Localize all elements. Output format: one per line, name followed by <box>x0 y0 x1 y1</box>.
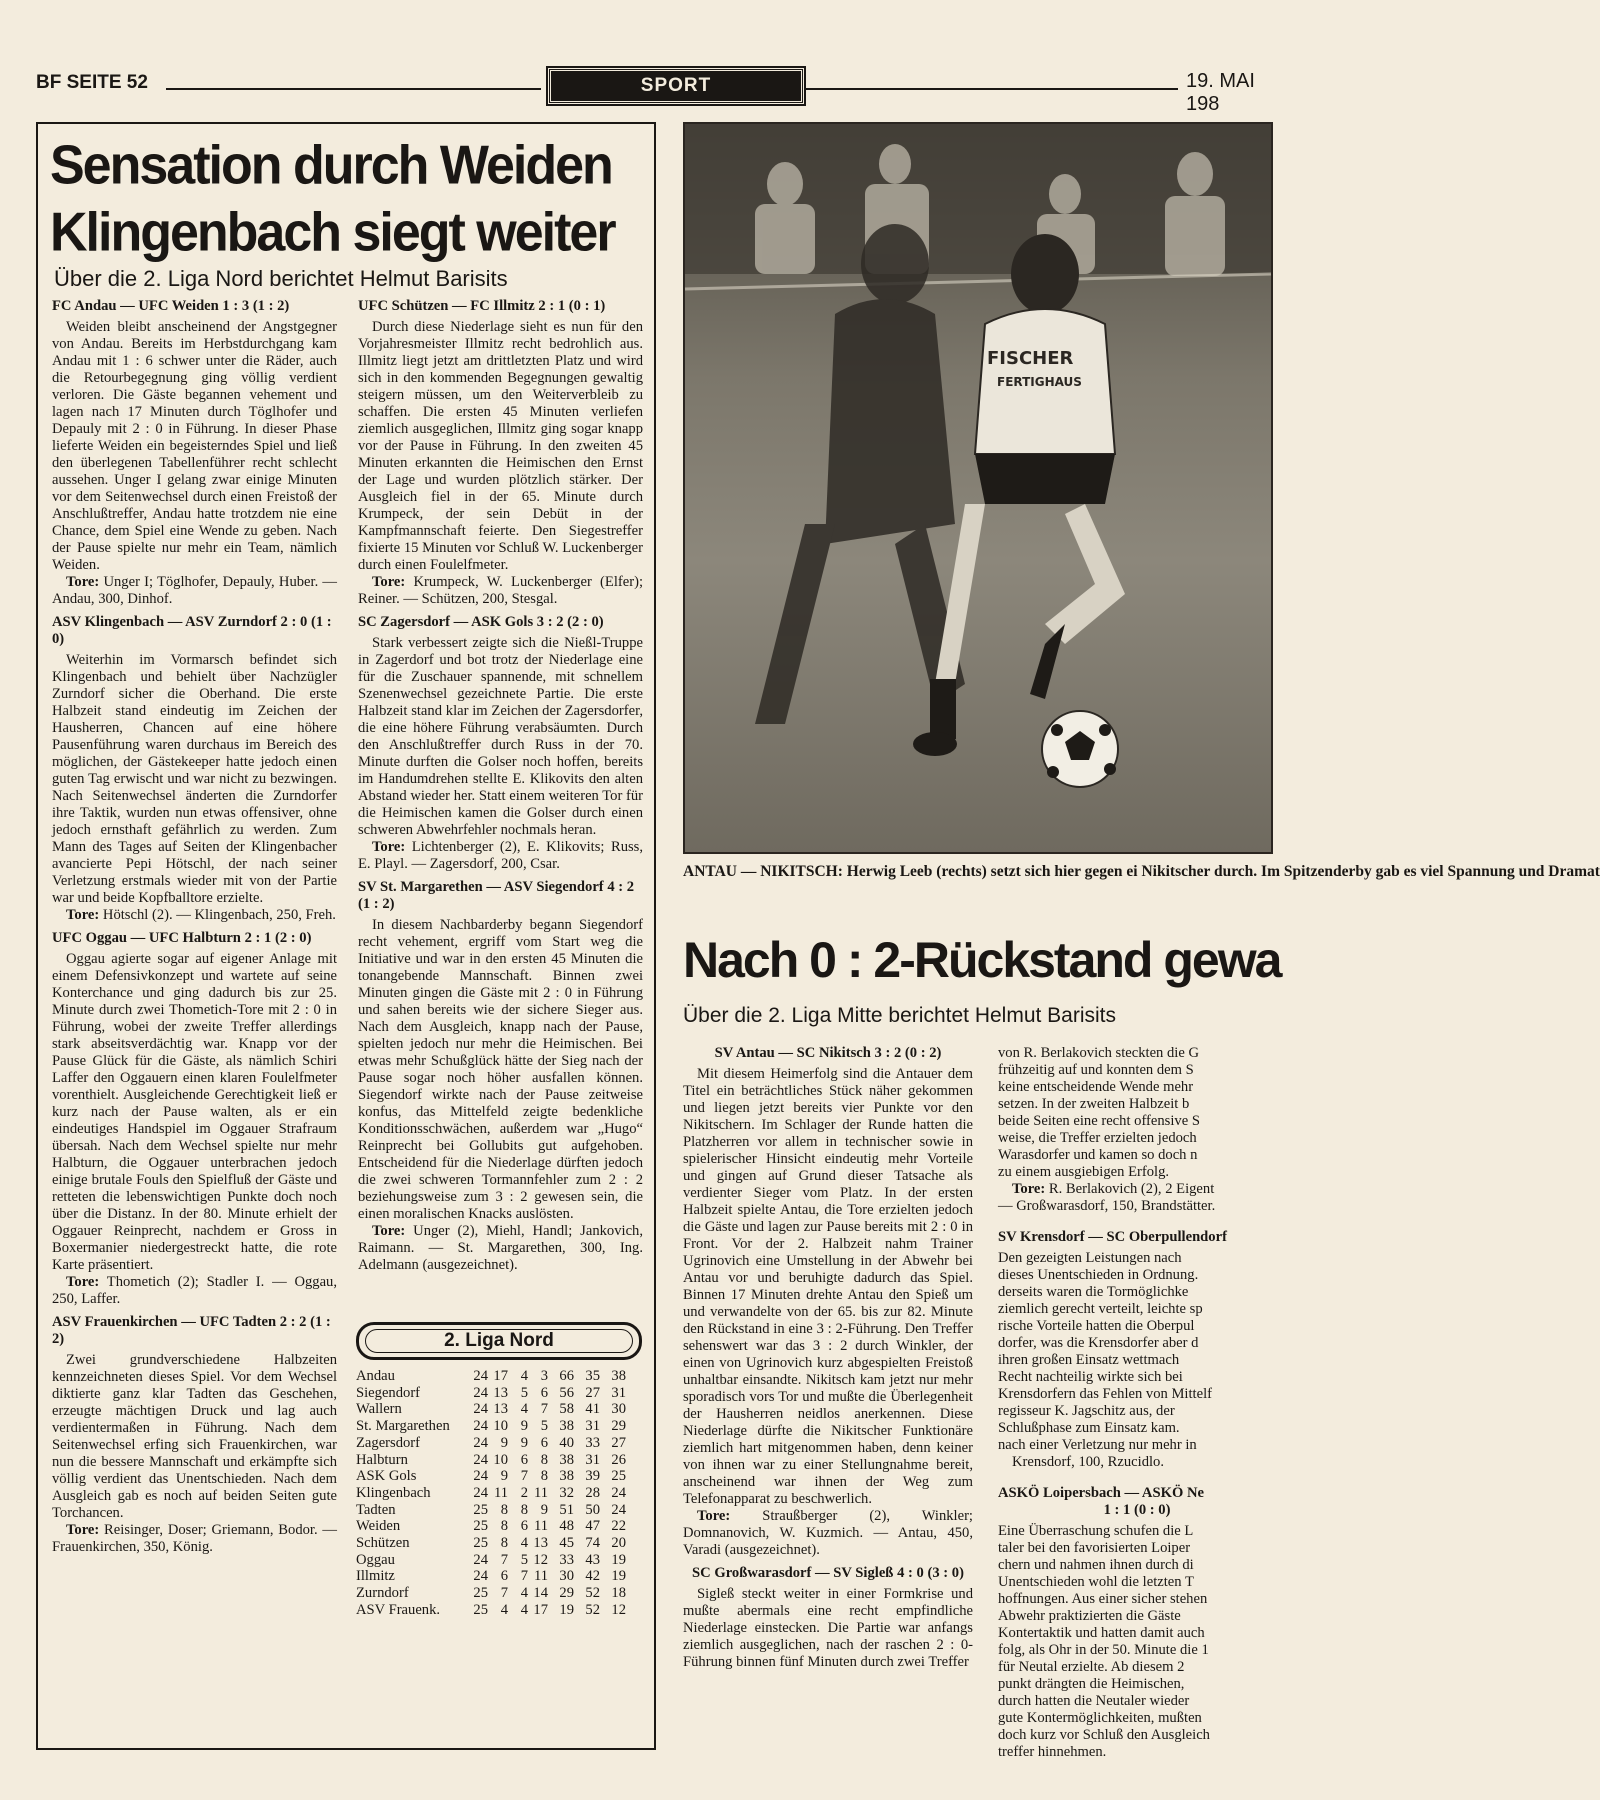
report-line: Den gezeigten Leistungen nach <box>998 1250 1182 1266</box>
league-table-title: 2. Liga Nord <box>356 1322 642 1360</box>
table-stat: 8 <box>520 1501 528 1518</box>
table-stat: 8 <box>540 1451 548 1468</box>
table-stat: 27 <box>585 1384 600 1401</box>
table-stat: 18 <box>611 1585 626 1602</box>
report-line: — Großwarasdorf, 150, Brandstätter. <box>998 1198 1216 1214</box>
article-column-3 <box>683 1045 973 1671</box>
match-scorers: Tore: R. Berlakovich (2), 2 Eigent <box>1012 1181 1215 1197</box>
league-table-row <box>356 1518 646 1535</box>
table-stat: 8 <box>500 1518 508 1535</box>
report-line: dorfer, was die Krensdorfer aber d <box>998 1335 1199 1351</box>
table-stat: 19 <box>611 1568 626 1585</box>
report-line: nach einer Verletzung nur mehr in <box>998 1437 1197 1453</box>
report-line: gute Kontermöglichkeiten, mußten <box>998 1710 1202 1726</box>
table-stat: 24 <box>473 1418 488 1435</box>
table-stat: 24 <box>473 1451 488 1468</box>
match-report: Sigleß steckt weiter in einer Formkrise und mußte abermals eine recht empfindliche Niederlage einstecken. Die Partie war anfangs ziemlich ausgeglichen, nach der raschen 2 : 0-Führung binnen fünf Minuten durch zwei Treffer <box>683 1586 973 1670</box>
table-stat: 4 <box>520 1601 528 1618</box>
report-line: von R. Berlakovich steckten die G <box>998 1045 1200 1061</box>
table-stat: 25 <box>611 1468 626 1485</box>
table-stat: 38 <box>559 1468 574 1485</box>
table-stat: 31 <box>585 1451 600 1468</box>
table-stat: 24 <box>473 1468 488 1485</box>
article-headline: Nach 0 : 2-Rückstand gewa <box>683 932 1281 988</box>
table-stat: 38 <box>559 1451 574 1468</box>
table-stat: 31 <box>611 1384 626 1401</box>
match-scorers: Tore: Lichtenberger (2), E. Klikovits; Russ, E. Playl. — Zagersdorf, 200, Csar. <box>358 839 643 872</box>
table-stat: 28 <box>585 1484 600 1501</box>
team-name: Wallern <box>356 1401 402 1418</box>
report-line: hoffnungen. Aus einer sicher stehen <box>998 1591 1208 1607</box>
report-line: regisseur K. Jagschitz aus, der <box>998 1403 1175 1419</box>
report-line: punkt drängten die Heimischen, <box>998 1676 1185 1692</box>
match-scorers: Tore: Unger I; Töglhofer, Depauly, Huber. — Andau, 300, Dinhof. <box>52 574 338 607</box>
team-name: Halbturn <box>356 1451 408 1468</box>
report-line: Unentschieden wohl die letzten T <box>998 1574 1194 1590</box>
team-name: Weiden <box>356 1518 401 1535</box>
match-report: In diesem Nachbarderby begann Siegendorf recht vehement, ergriff vom Start weg die Initiative und war in den ersten 45 Minuten die tonangebende Mannschaft. Binnen zwei Minuten gingen die Gäste mit 2 : 0 in Führung und sahen bereits wie der sichere Sieger aus. Nach dem Ausgleich, knapp nach der Pause, spielten jedoch nur mehr die Heimischen. Bei etwas mehr Schußglück hätte der Sieg nach der Pause sogar noch höher ausfallen können. Siegendorf wirkte nach der Pause zeitweise konfus, das Mittelfeld zeigte bedenkliche Konditionsschwächen, außerdem war „Hugo“ Reinprecht bei Gollubits gut aufgehoben. Entscheidend für die Niederlage dürften jedoch die zwei schweren Tormannfehler zum 2 : 2 beziehungsweise zum 3 : 2 gewesen sein, die einen moralischen Knacks auslösten. <box>358 917 643 1222</box>
table-stat: 12 <box>611 1601 626 1618</box>
table-stat: 6 <box>520 1451 528 1468</box>
match-scorers: Tore: Straußberger (2), Winkler; Domnanovich, W. Kuzmich. — Antau, 450, Varadi (ausgezeichnet). <box>683 1508 973 1558</box>
table-stat: 5 <box>540 1418 548 1435</box>
match-report: Mit diesem Heimerfolg sind die Antauer dem Titel ein beträchtliches Stück näher gekommen und liegen jetzt bereits vier Punkte vor den Nikitschern. Im Schlager der Runde hatten die Platzherren vor allem in technischer sowie in spielerischer Hinsicht eindeutig mehr Vorteile und gingen auf Grund dieser Tatsache als verdienter Sieger vom Platz. In der ersten Halbzeit spielte Antau, die Tore erzielten jedoch die Gäste und lagen zur Pause bereits mit 2 : 0 in Front. Vor der 2. Halbzeit nahm Trainer Ugrinovich eine Umstellung in der Abwehr bei Antau vor und beruhigte dadurch das Spiel. Binnen 17 Minuten drehte Antau den Spieß um und verwandelte von der 65. bis zur 82. Minute den Rückstand in eine 3 : 2-Führung. Den Treffer sehenswert war das 3 : 2 durch Winkler, der einen von Ugrinovich kurz abgespielten Freistoß unhaltbar einsandte. Nikitsch kam jetzt nur mehr sporadisch vors Tor und mußte die Überlegenheit der Hausherren neidlos anerkennen. Diese Niederlage dürfte die Nikitscher Funktionäre ziemlich hart mitgenommen haben, denn keiner von ihnen war zu einer Stellungnahme bereit, anscheinend war ihnen der Weg zum Telefonapparat zu beschwerlich. <box>683 1066 973 1507</box>
table-stat: 41 <box>585 1401 600 1418</box>
team-name: ASV Frauenk. <box>356 1601 441 1618</box>
report-line: ihren großen Einsatz wettmach <box>998 1352 1180 1368</box>
table-stat: 50 <box>585 1501 600 1518</box>
table-stat: 11 <box>533 1568 548 1585</box>
match-report: Stark verbessert zeigte sich die Nießl-Truppe in Zagerdorf und bot trotz der Niederlage eine für die Zuschauer spannende, mit schnellem Szenenwechsel gezeichnete Partie. Die erste Halbzeit stand klar im Zeichen der Zagersdorfer, die eine höhere Führung verabsäumten. Durch den Anschlußtreffer durch Russ in der 70. Minute durften die Golser noch hoffen, bereits im Handumdrehen stellte E. Klikovits den alten Abstand wieder her. Statt einem weiteren Tor für die Heimischen kamen die Golser durch einen schweren Abwehrfehler nochmals heran. <box>358 635 643 838</box>
team-name: Andau <box>356 1368 395 1384</box>
match-heading: ASV Frauenkirchen — UFC Tadten 2 : 2 (1 : 2) <box>52 1314 331 1347</box>
report-line: durch hatten die Neutaler wieder <box>998 1693 1190 1709</box>
table-stat: 25 <box>473 1518 488 1535</box>
team-name: Tadten <box>356 1501 396 1518</box>
team-name: Zagersdorf <box>356 1434 421 1451</box>
report-line: treffer hinnehmen. <box>998 1744 1107 1760</box>
league-table-row <box>356 1418 646 1435</box>
table-stat: 11 <box>533 1518 548 1535</box>
table-stat: 13 <box>533 1535 548 1552</box>
table-stat: 30 <box>559 1568 574 1585</box>
table-stat: 45 <box>559 1535 574 1552</box>
table-stat: 10 <box>493 1451 508 1468</box>
report-line: taler bei den favorisierten Loiper <box>998 1540 1191 1556</box>
league-table-row <box>356 1552 646 1569</box>
table-stat: 6 <box>540 1434 548 1451</box>
page-number: BF SEITE 52 <box>36 72 148 93</box>
table-stat: 7 <box>520 1468 528 1485</box>
table-stat: 9 <box>520 1418 528 1435</box>
table-stat: 24 <box>473 1401 488 1418</box>
match-report: Weiterhin im Vormarsch befindet sich Klingenbach und behielt über Nachzügler Zurndorf sicher die Oberhand. Die erste Halbzeit stand eindeutig im Zeichen der Hausherren, Chancen auf eine höhere Pausenführung waren durchaus im Bereich des möglichen, der Gästekeeper hatte jedoch einen guten Tag erwischt und war nicht zu bezwingen. Nach Seitenwechsel änderten die Zurndorfer ihre Taktik, wurden nun etwas offensiver, ohne jedoch ernsthaft gefährlich zu werden. Zum Mann des Tages auf Seiten der Klingenbacher avancierte Pepi Hötschl, der nach seiner Verletzung erstmals wieder mit von der Partie war und beide Kopfballtore erzielte. <box>52 652 337 906</box>
match-scorers: Tore: Thometich (2); Stadler I. — Oggau, 250, Laffer. <box>52 1274 337 1307</box>
league-table-row <box>356 1468 646 1485</box>
table-stat: 4 <box>500 1601 508 1618</box>
match-report: Oggau agierte sogar auf eigener Anlage mit einem Defensivkonzept und wartete auf seine Konterchance und ging dadurch bis zur 25. Minute durch zwei Thometich-Tore mit 2 : 0 in Führung, wobei der zweite Treffer allerdings stark abseitsverdächtig war. Knapp vor der Pause Glück für die Gäste, als nämlich Schiri Laffer den Oggauern einen klaren Foulelfmeter vorenthielt. Ausgleichende Gerechtigkeit ließ er kurz nach der Pause walten, als er ein eindeutiges Handspiel im Oggauer Strafraum übersah. Nach dem Wechsel spielte nur mehr Halbturn, die Oggauer unterbrachen jedoch einige brutale Fouls den Spielfluß der Gäste und retteten die lebenswichtigen Punkte doch noch über die Distanz. In der 80. Minute erhielt der Oggauer Reinprecht, nachdem er Gross in Boxermanier niedergestreckt hatte, die rote Karte präsentiert. <box>52 951 337 1273</box>
team-name: St. Margarethen <box>356 1418 450 1435</box>
table-stat: 20 <box>611 1535 626 1552</box>
match-heading: SV St. Margarethen — ASV Siegendorf 4 : 2 (1 : 2) <box>358 879 635 912</box>
table-stat: 24 <box>473 1434 488 1451</box>
section-label: SPORT <box>548 68 804 104</box>
photo-caption: ANTAU — NIKITSCH: Herwig Leeb (rechts) setzt sich hier gegen ei Nikitscher durch. Im Spitzenderby gab es viel Spannung und Dramat <box>683 863 1600 880</box>
table-stat: 17 <box>533 1601 548 1618</box>
table-stat: 25 <box>473 1501 488 1518</box>
league-table-row <box>356 1485 646 1502</box>
table-stat: 51 <box>559 1501 574 1518</box>
table-stat: 38 <box>611 1368 626 1384</box>
issue-date: 19. MAI 198 <box>1186 70 1255 115</box>
table-stat: 52 <box>585 1601 600 1618</box>
table-stat: 12 <box>533 1551 548 1568</box>
table-stat: 40 <box>559 1434 574 1451</box>
report-line: Krensdorfern das Fehlen von Mittelf <box>998 1386 1212 1402</box>
league-table-row <box>356 1502 646 1519</box>
team-name: Oggau <box>356 1551 395 1568</box>
table-stat: 5 <box>520 1384 528 1401</box>
match-heading: UFC Oggau — UFC Halbturn 2 : 1 (2 : 0) <box>52 930 312 946</box>
table-stat: 66 <box>559 1368 574 1384</box>
match-photo <box>683 122 1273 854</box>
table-stat: 9 <box>500 1468 508 1485</box>
report-line: Schlußphase zum Einsatz kam. <box>998 1420 1180 1436</box>
report-line: beide Seiten eine recht offensive S <box>998 1113 1200 1129</box>
report-line: weise, die Treffer erzielten jedoch <box>998 1130 1197 1146</box>
match-heading: SV Antau — SC Nikitsch 3 : 2 (0 : 2) <box>714 1045 942 1061</box>
headline-line-2: Klingenbach siegt weiter <box>50 202 615 264</box>
table-stat: 7 <box>540 1401 548 1418</box>
table-stat: 27 <box>611 1434 626 1451</box>
article-column-2 <box>358 298 643 1278</box>
match-scorers: Tore: Krumpeck, W. Luckenberger (Elfer); Reiner. — Schützen, 200, Stesgal. <box>358 574 643 607</box>
table-stat: 25 <box>473 1601 488 1618</box>
match-report: Weiden bleibt anscheinend der Angstgegner von Andau. Bereits im Herbstdurchgang kam Andau mit 1 : 6 schwer unter die Räder, auch die Retourbegegnung ging völlig verdient verloren. Die Gäste begannen vehement und lagen nach 17 Minuten durch Töglhofer und Depauly mit 2 : 0 in Führung. In dieser Phase lieferte Weiden ein begeisterndes Spiel und ließ den überlegenen Tabellenführer recht schlecht aussehen. Unger I gelang zwar einige Minuten vor dem Seitenwechsel durch einen Freistoß der Anschlußtreffer, Andau hatte trotzdem nie eine Chance, dem Spiel eine Wende zu geben. Nach der Pause spielte nur mehr ein Team, nämlich Weiden. <box>52 319 337 573</box>
report-line: rische Vorteile hatten die Oberpul <box>998 1318 1195 1334</box>
table-stat: 4 <box>520 1401 528 1418</box>
header-rule-right <box>806 88 1178 90</box>
report-line: zu einem ausgiebigen Erfolg. <box>998 1164 1170 1180</box>
table-stat: 9 <box>540 1501 548 1518</box>
table-stat: 42 <box>585 1568 600 1585</box>
match-heading: 1 : 1 (0 : 0) <box>1103 1502 1171 1518</box>
report-line: Abwehr praktizierten die Gäste <box>998 1608 1181 1624</box>
match-scorers: Tore: Unger (2), Miehl, Handl; Jankovich, Raimann. — St. Margarethen, 300, Ing. Adelmann (ausgezeichnet). <box>358 1223 643 1273</box>
table-stat: 39 <box>585 1468 600 1485</box>
report-line: für Neutal erzielte. Ab diesem 2 <box>998 1659 1185 1675</box>
article-byline: Über die 2. Liga Nord berichtet Helmut Barisits <box>54 266 508 291</box>
match-heading: ASKÖ Loipersbach — ASKÖ Ne <box>998 1485 1204 1501</box>
league-table-row <box>356 1401 646 1418</box>
table-stat: 5 <box>520 1551 528 1568</box>
table-stat: 26 <box>611 1451 626 1468</box>
table-stat: 4 <box>520 1368 528 1384</box>
table-stat: 74 <box>585 1535 600 1552</box>
report-line: Kontertaktik und hatten damit auch <box>998 1625 1205 1641</box>
report-line: derseits waren die Tormöglichke <box>998 1284 1189 1300</box>
table-stat: 52 <box>585 1585 600 1602</box>
table-stat: 22 <box>611 1518 626 1535</box>
table-stat: 19 <box>611 1551 626 1568</box>
match-scorers: Krensdorf, 100, Rzucidlo. <box>1012 1454 1164 1470</box>
league-table <box>356 1368 646 1619</box>
table-stat: 24 <box>611 1501 626 1518</box>
match-heading: ASV Klingenbach — ASV Zurndorf 2 : 0 (1 : 0) <box>52 614 332 647</box>
report-line: frühzeitig auf und konnten dem S <box>998 1062 1194 1078</box>
table-stat: 48 <box>559 1518 574 1535</box>
table-stat: 8 <box>540 1468 548 1485</box>
table-stat: 6 <box>500 1568 508 1585</box>
table-stat: 24 <box>473 1368 488 1384</box>
table-stat: 11 <box>533 1484 548 1501</box>
table-stat: 35 <box>585 1368 600 1384</box>
table-stat: 7 <box>500 1585 508 1602</box>
table-stat: 19 <box>559 1601 574 1618</box>
report-line: chern und nahmen ihnen durch di <box>998 1557 1194 1573</box>
table-stat: 8 <box>500 1501 508 1518</box>
match-heading: SC Zagersdorf — ASK Gols 3 : 2 (2 : 0) <box>358 614 604 630</box>
league-table-row <box>356 1385 646 1402</box>
table-stat: 3 <box>540 1368 548 1384</box>
table-stat: 9 <box>520 1434 528 1451</box>
report-line: Warasdorfer und kamen so doch n <box>998 1147 1198 1163</box>
team-name: Schützen <box>356 1535 410 1552</box>
article-byline: Über die 2. Liga Mitte berichtet Helmut Barisits <box>683 1004 1117 1027</box>
table-stat: 7 <box>500 1551 508 1568</box>
match-heading: SC Großwarasdorf — SV Sigleß 4 : 0 (3 : 0) <box>692 1565 964 1581</box>
table-stat: 47 <box>585 1518 600 1535</box>
table-stat: 43 <box>585 1551 600 1568</box>
table-stat: 11 <box>493 1484 508 1501</box>
league-table-row <box>356 1602 646 1619</box>
table-stat: 58 <box>559 1401 574 1418</box>
article-headline <box>50 132 650 266</box>
table-stat: 13 <box>493 1384 508 1401</box>
header-rule-left <box>166 88 541 90</box>
table-stat: 14 <box>533 1585 548 1602</box>
league-table-row <box>356 1368 646 1385</box>
table-stat: 32 <box>559 1484 574 1501</box>
table-stat: 4 <box>520 1535 528 1552</box>
table-stat: 8 <box>500 1535 508 1552</box>
table-stat: 24 <box>611 1484 626 1501</box>
table-stat: 25 <box>473 1535 488 1552</box>
table-stat: 7 <box>520 1568 528 1585</box>
match-scorers: Tore: Hötschl (2). — Klingenbach, 250, Freh. <box>66 907 336 923</box>
table-stat: 29 <box>559 1585 574 1602</box>
report-line: setzen. In der zweiten Halbzeit b <box>998 1096 1190 1112</box>
shirt-text: FISCHER <box>987 348 1074 369</box>
article-column-1 <box>52 298 337 1560</box>
team-name: Zurndorf <box>356 1585 409 1602</box>
table-stat: 2 <box>520 1484 528 1501</box>
headline-line-1: Sensation durch Weiden <box>50 135 612 197</box>
match-heading: UFC Schützen — FC Illmitz 2 : 1 (0 : 1) <box>358 298 606 314</box>
team-name: Siegendorf <box>356 1384 421 1401</box>
match-heading: SV Krensdorf — SC Oberpullendorf <box>998 1229 1227 1245</box>
report-line: folg, als Ohr in der 50. Minute die 1 <box>998 1642 1209 1658</box>
table-stat: 30 <box>611 1401 626 1418</box>
table-stat: 9 <box>500 1434 508 1451</box>
table-stat: 38 <box>559 1418 574 1435</box>
table-stat: 13 <box>493 1401 508 1418</box>
shirt-text: FERTIGHAUS <box>997 375 1082 389</box>
team-name: ASK Gols <box>356 1468 417 1485</box>
table-stat: 6 <box>520 1518 528 1535</box>
match-scorers: Tore: Reisinger, Doser; Griemann, Bodor. — Frauenkirchen, 350, König. <box>52 1522 338 1555</box>
table-stat: 24 <box>473 1568 488 1585</box>
table-stat: 6 <box>540 1384 548 1401</box>
report-line: Eine Überraschung schufen die L <box>998 1523 1194 1539</box>
table-stat: 56 <box>559 1384 574 1401</box>
table-stat: 17 <box>493 1368 508 1384</box>
table-stat: 10 <box>493 1418 508 1435</box>
team-name: Illmitz <box>356 1568 395 1585</box>
table-stat: 33 <box>585 1434 600 1451</box>
table-stat: 24 <box>473 1484 488 1501</box>
table-stat: 29 <box>611 1418 626 1435</box>
league-table-row <box>356 1435 646 1452</box>
league-table-row <box>356 1568 646 1585</box>
league-table-row <box>356 1535 646 1552</box>
match-report: Durch diese Niederlage sieht es nun für den Vorjahresmeister Illmitz recht bedrohlich aus. Illmitz liegt jetzt am drittletzten Platz und wird sich in den kommenden Begegnungen gewaltig steigern müssen, um den Weiterverbleib zu schaffen. Die ersten 45 Minuten verliefen ziemlich ausgeglichen, Illmitz ging sogar knapp vor der Pause in Führung. In den zweiten 45 Minuten erkannten die Heimischen den Ernst der Lage und wurden plötzlich stärker. Der Ausgleich fiel in der 65. Minute durch Krumpeck, der sein Debüt in der Kampfmannschaft feierte. Den Siegestreffer fixierte 15 Minuten vor Schluß W. Luckenberger durch einen Foulelfmeter. <box>358 319 643 573</box>
football-photo-illustration <box>685 124 1271 852</box>
report-line: Recht nachteilig wirkte sich bei <box>998 1369 1183 1385</box>
table-stat: 24 <box>473 1551 488 1568</box>
page-header <box>36 66 1276 115</box>
table-stat: 25 <box>473 1585 488 1602</box>
report-line: dieses Unentschieden in Ordnung. <box>998 1267 1199 1283</box>
table-stat: 24 <box>473 1384 488 1401</box>
article-column-4 <box>998 1045 1276 1761</box>
report-line: doch kurz vor Schluß den Ausgleich <box>998 1727 1210 1743</box>
table-stat: 4 <box>520 1585 528 1602</box>
table-stat: 31 <box>585 1418 600 1435</box>
match-report: Zwei grundverschiedene Halbzeiten kennzeichneten dieses Spiel. Vor dem Wechsel diktierte ganz klar Tadten das Geschehen, erzeugte mächtigen Druck und lag auch verdientermaßen in Führung. Nach dem Seitenwechsel erfing sich Frauenkirchen, war nun die bessere Mannschaft und erkämpfte sich völlig verdient das Unentschieden. Nach dem Ausgleich gab es noch auf beiden Seiten gute Torchancen. <box>52 1352 337 1521</box>
report-line: ziemlich gerecht verteilt, leichte sp <box>998 1301 1203 1317</box>
league-table-row <box>356 1452 646 1469</box>
table-stat: 33 <box>559 1551 574 1568</box>
report-line: keine entscheidende Wende mehr <box>998 1079 1194 1095</box>
league-table-row <box>356 1585 646 1602</box>
match-heading: FC Andau — UFC Weiden 1 : 3 (1 : 2) <box>52 298 290 314</box>
team-name: Klingenbach <box>356 1484 431 1501</box>
